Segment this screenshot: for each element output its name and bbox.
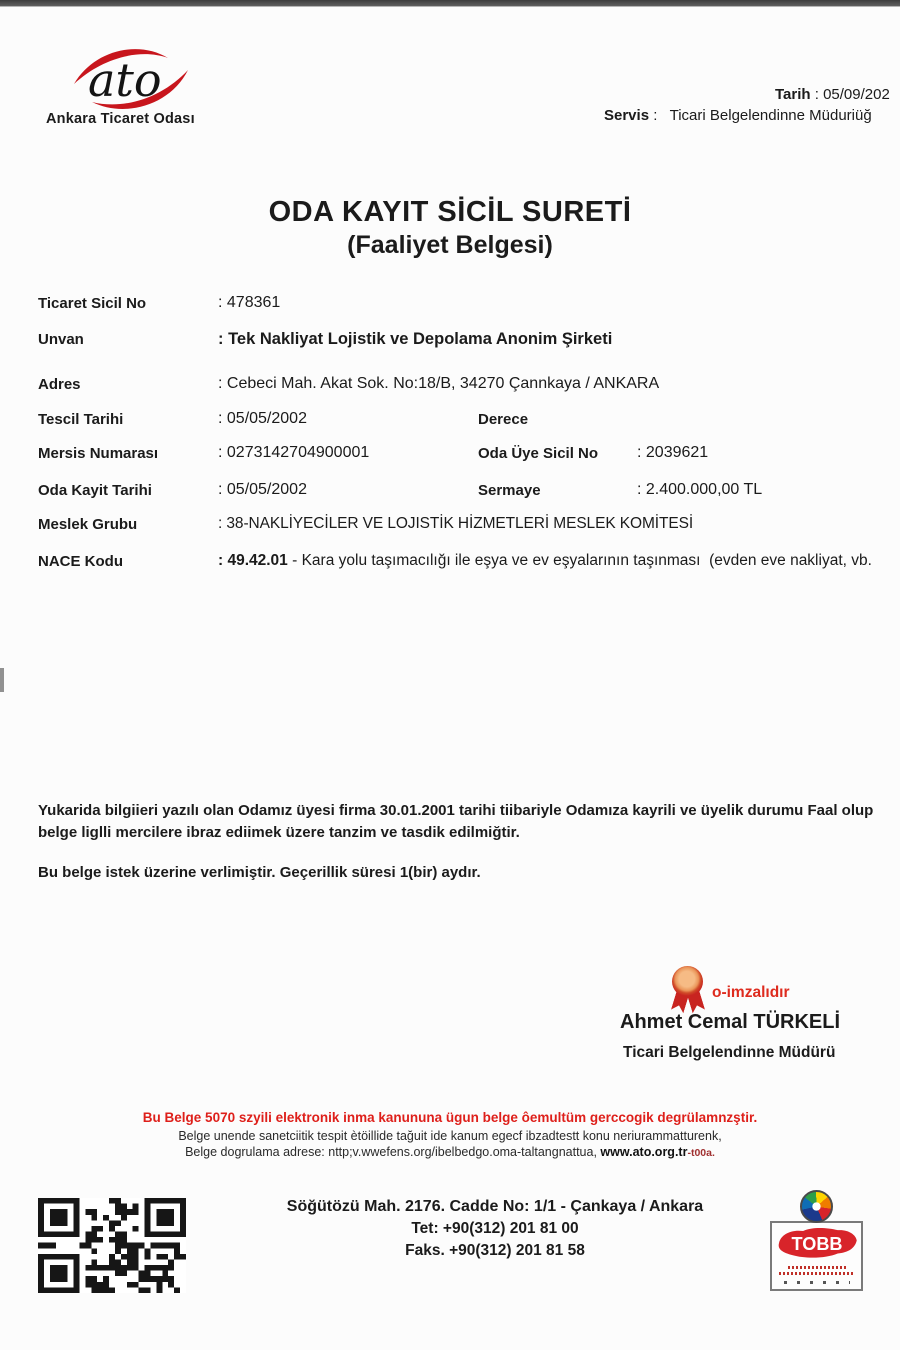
field-value-oda-kayit-tarihi: : 05/05/2002 xyxy=(218,481,307,498)
date-line xyxy=(775,86,890,103)
field-value-mersis: : 0273142704900001 xyxy=(218,444,370,461)
field-label-meslek-grubu: Meslek Grubu xyxy=(38,516,138,533)
field-value-sermaye: : 2.400.000,00 TL xyxy=(637,481,763,498)
ato-logo-text: ato xyxy=(88,53,162,107)
verification-url-prefix: Belge dogrulama adrese: nttp;v.wwefens.org/ibelbedgo.oma-taltangnattua, xyxy=(185,1145,601,1159)
field-label-adres: Adres xyxy=(38,376,81,393)
ribbon-seal-icon xyxy=(671,966,707,1016)
field-value-ticaret-sicil-no: : 478361 xyxy=(218,294,281,311)
tobb-logo xyxy=(770,1190,870,1308)
signatory-title: Ticari Belgelendinne Müdürü xyxy=(623,1044,836,1061)
disclaimer-line-1: Bu Belge 5070 szyili elektronik inma kanununa ügun belge ôemultüm gerccogik degrülamnzştir. xyxy=(142,1110,758,1125)
validity-paragraph: Bu belge istek üzerine verlimiştir. Geçerillik süresi 1(bir) aydır. xyxy=(38,864,481,881)
chamber-name: Ankara Ticaret Odası xyxy=(46,111,195,127)
scan-edge-mark xyxy=(0,668,4,692)
field-label-sermaye: Sermaye xyxy=(478,482,541,499)
statement-paragraph: Yukarida bilgiieri yazılı olan Odamız üyesi firma 30.01.2001 tarihi tiibariyle Odamıza kayrili ve üyelik durumu Faal olup belge liglli mercilere ibraz ediimek üzere tanzim ve tasdik edilmiğtir. xyxy=(38,802,874,841)
tobb-bottom-marks xyxy=(784,1281,850,1284)
scan-top-bar xyxy=(0,0,900,7)
verification-url-suffix: -t00a. xyxy=(687,1147,715,1159)
esignature-label: o-imzalıdır xyxy=(712,984,790,1001)
service-value: : Ticari Belgelendinne Müduriüğ xyxy=(649,107,872,124)
tobb-logo-text: TOBB xyxy=(791,1234,843,1255)
field-value-oda-uye-sicil-no: : 2039621 xyxy=(637,444,709,461)
field-value-nace-kodu xyxy=(218,552,900,570)
disclaimer-line-3 xyxy=(0,1145,900,1159)
signatory-name: Ahmet Cemal TÜRKELİ xyxy=(620,1011,841,1033)
field-label-oda-kayit-tarihi: Oda Kayit Tarihi xyxy=(38,482,152,499)
field-label-unvan: Unvan xyxy=(38,331,84,348)
ato-logo-icon xyxy=(66,44,198,115)
footer-fax: Faks. +90(312) 201 81 58 xyxy=(405,1242,585,1259)
tobb-fine-print xyxy=(779,1272,855,1275)
field-label-tescil-tarihi: Tescil Tarihi xyxy=(38,411,124,428)
field-value-meslek-grubu: : 38-NAKLİYECİLER VE LOJISTİK HİZMETLERİ MESLEK KOMİTESİ xyxy=(218,515,694,532)
turkey-map-icon xyxy=(773,1225,861,1263)
nace-description: - Kara yolu taşımacılığı ile eşya ve ev eşyalarının taşınması (evden eve nakliyat, vb. xyxy=(287,552,872,569)
field-label-mersis: Mersis Numarası xyxy=(38,445,159,462)
service-label: Servis xyxy=(604,107,650,124)
field-label-derece: Derece xyxy=(478,411,529,428)
footer-address: Söğütözü Mah. 2176. Cadde No: 1/1 - Çankaya / Ankara xyxy=(286,1198,704,1215)
document-subtitle: (Faaliyet Belgesi) xyxy=(347,231,553,259)
date-value: : 05/09/202 xyxy=(810,86,890,103)
tobb-fine-print xyxy=(788,1266,846,1269)
service-line xyxy=(604,107,872,124)
tobb-emblem-icon xyxy=(800,1190,833,1223)
ato-website: www.ato.org.tr xyxy=(600,1145,688,1159)
field-value-unvan: : Tek Nakliyat Lojistik ve Depolama Anonim Şirketi xyxy=(218,330,613,348)
tobb-logo-frame xyxy=(770,1221,863,1291)
field-label-oda-uye-sicil-no: Oda Üye Sicil No xyxy=(478,445,599,462)
date-label: Tarih xyxy=(775,86,811,103)
document-title: ODA KAYIT SİCİL SURETİ xyxy=(268,196,632,228)
field-value-tescil-tarihi: : 05/05/2002 xyxy=(218,410,307,427)
field-label-ticaret-sicil-no: Ticaret Sicil No xyxy=(38,295,147,312)
footer-phone: Tet: +90(312) 201 81 00 xyxy=(411,1220,579,1237)
field-label-nace-kodu: NACE Kodu xyxy=(38,553,123,570)
disclaimer-line-2: Belge unende sanetciitik tespit ètöillide tağuit ide kanum egecf ibzadtestt konu neriurammatturenk, xyxy=(178,1129,722,1143)
field-value-adres: : Cebeci Mah. Akat Sok. No:18/B, 34270 Çannkaya / ANKARA xyxy=(218,375,660,392)
nace-code: : 49.42.01 xyxy=(218,552,288,569)
